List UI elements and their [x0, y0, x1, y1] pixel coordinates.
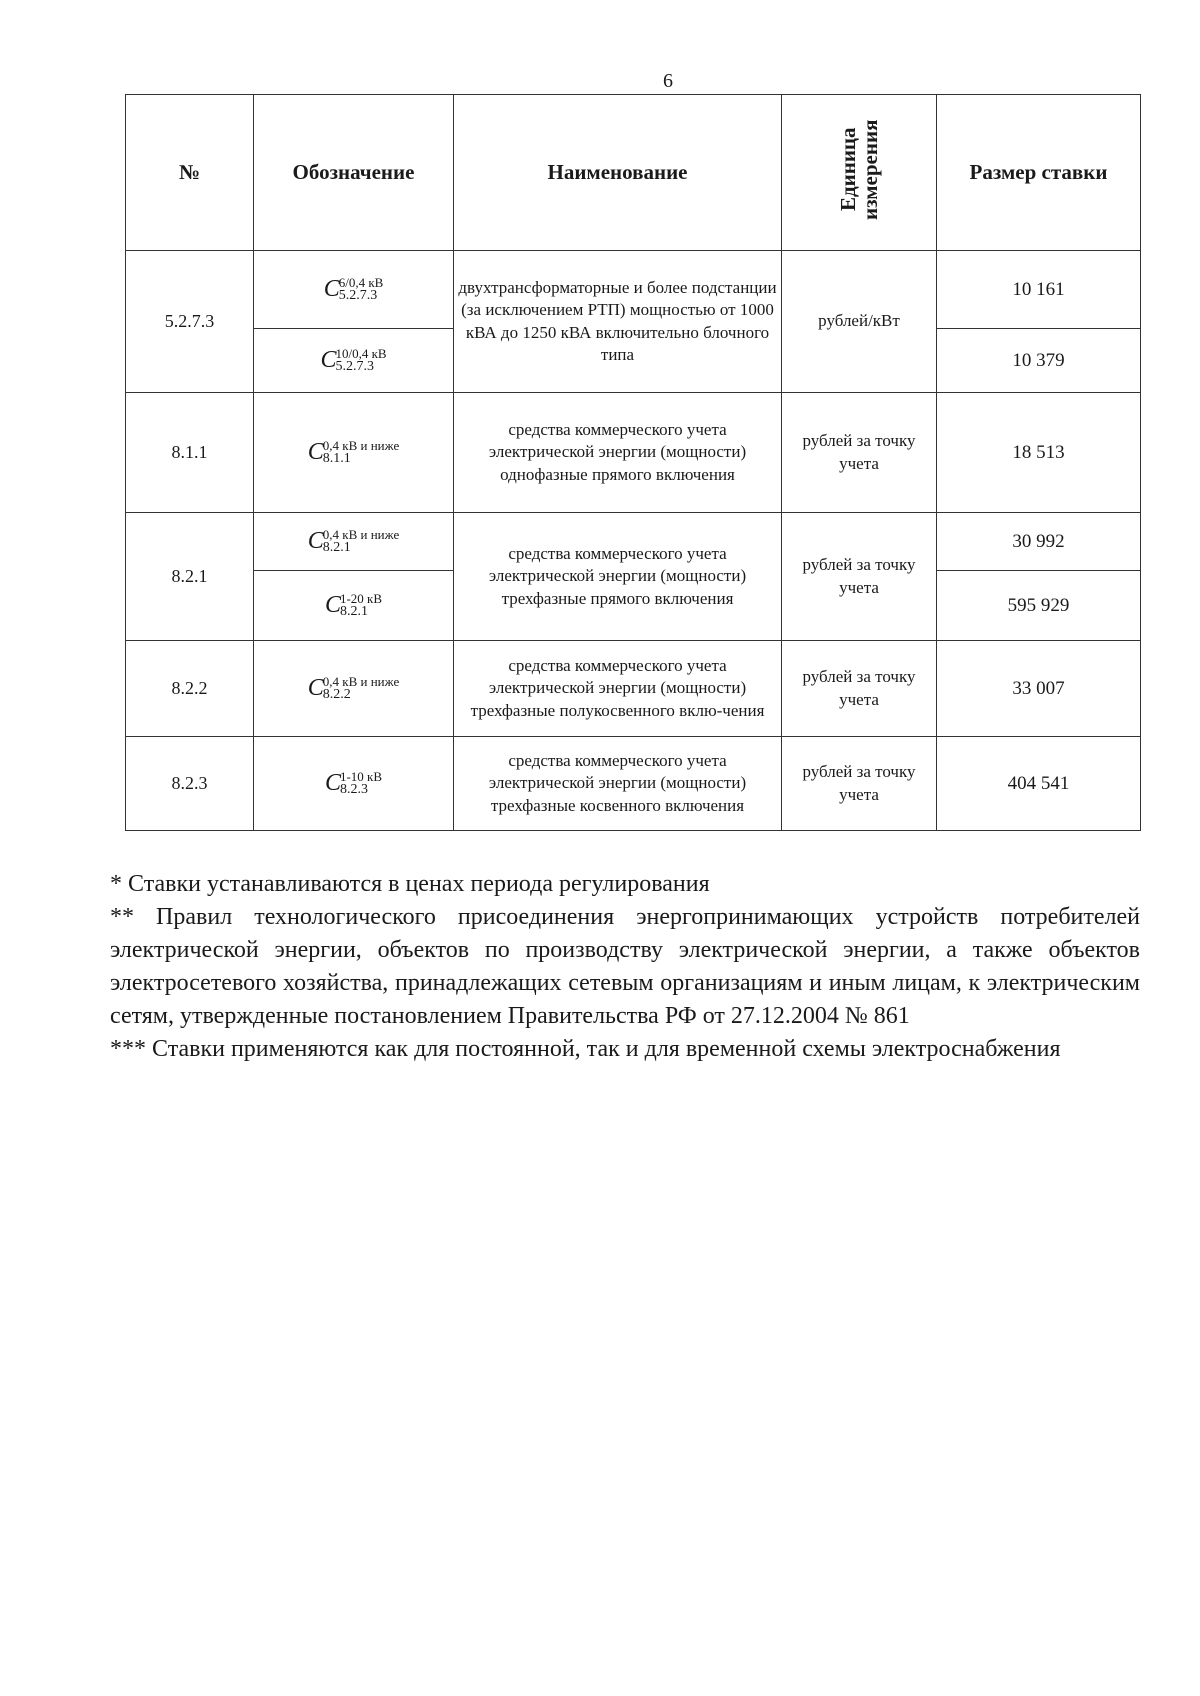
rate-cell: 30 992 [937, 513, 1141, 571]
symbol-subscript: 8.2.3 [339, 782, 368, 797]
rate-symbol [324, 276, 384, 303]
symbol-base: C [307, 439, 324, 465]
name-cell: средства коммерческого учета электрической энергии (мощности) однофазные прямого включения [454, 393, 782, 513]
rate-symbol [325, 770, 382, 797]
symbol-base: C [324, 770, 341, 796]
row-number: 8.1.1 [126, 393, 254, 513]
symbol-base: C [320, 347, 337, 373]
unit-cell: рублей/кВт [782, 251, 937, 393]
name-cell: средства коммерческого учета электрической энергии (мощности) трехфазные полукосвенного вклю-чения [454, 641, 782, 737]
rate-cell: 404 541 [937, 737, 1141, 831]
rate-cell: 595 929 [937, 571, 1141, 641]
symbol-superscript: 0,4 кВ и ниже [322, 527, 400, 542]
table-header-row [126, 95, 1141, 251]
symbol-subscript: 8.2.2 [322, 687, 351, 702]
symbol-subscript: 8.2.1 [322, 540, 351, 555]
rate-symbol [325, 592, 382, 619]
designation-cell [254, 393, 454, 513]
table-row [126, 737, 1141, 831]
symbol-base: C [307, 528, 324, 554]
name-cell: средства коммерческого учета электрической энергии (мощности) трехфазные прямого включения [454, 513, 782, 641]
symbol-superscript: 1-20 кВ [339, 591, 383, 606]
header-num: № [126, 95, 254, 251]
footnote: ** Правил технологического присоединения энергопринимающих устройств потребителей электрической энергии, объектов по производству электрической энергии, а также объектов электросетевого хозяйства, принадлежащих сетевым организациям и иным лицам, к электрическим сетям, утвержденные постановлением Правительства РФ от 27.12.2004 № 861 [110, 904, 1140, 1029]
designation-cell [254, 251, 454, 329]
footnote: * Ставки устанавливаются в ценах периода регулирования [110, 871, 710, 897]
footnotes [110, 868, 1140, 1066]
page-number: 6 [663, 70, 673, 92]
header-designation: Обозначение [254, 95, 454, 251]
rate-cell: 18 513 [937, 393, 1141, 513]
rate-cell: 33 007 [937, 641, 1141, 737]
row-number: 8.2.2 [126, 641, 254, 737]
symbol-superscript: 0,4 кВ и ниже [322, 674, 400, 689]
table-row [126, 513, 1141, 571]
rate-symbol [308, 439, 399, 466]
header-unit [782, 95, 937, 251]
symbol-superscript: 6/0,4 кВ [338, 275, 384, 290]
row-number: 5.2.7.3 [126, 251, 254, 393]
designation-cell [254, 641, 454, 737]
symbol-superscript: 1-10 кВ [339, 769, 383, 784]
header-unit-label: Единица измерения [835, 119, 882, 220]
unit-cell: рублей за точку учета [782, 641, 937, 737]
designation-cell [254, 737, 454, 831]
designation-cell [254, 329, 454, 393]
rate-cell: 10 161 [937, 251, 1141, 329]
symbol-base: C [323, 276, 340, 302]
symbol-subscript: 5.2.7.3 [338, 288, 378, 303]
header-rate: Размер ставки [937, 95, 1141, 251]
rate-symbol [320, 347, 386, 374]
rate-symbol [308, 675, 399, 702]
symbol-subscript: 8.2.1 [339, 604, 368, 619]
symbol-superscript: 10/0,4 кВ [335, 346, 387, 361]
designation-cell [254, 513, 454, 571]
table-row [126, 393, 1141, 513]
designation-cell [254, 571, 454, 641]
unit-cell: рублей за точку учета [782, 737, 937, 831]
rate-cell: 10 379 [937, 329, 1141, 393]
unit-cell: рублей за точку учета [782, 513, 937, 641]
row-number: 8.2.3 [126, 737, 254, 831]
table-body [126, 251, 1141, 831]
row-number: 8.2.1 [126, 513, 254, 641]
symbol-subscript: 5.2.7.3 [335, 359, 374, 374]
symbol-base: C [324, 592, 341, 618]
footnote: *** Ставки применяются как для постоянной, так и для временной схемы электроснабжения [110, 1036, 1061, 1062]
table-row [126, 251, 1141, 329]
symbol-subscript: 8.1.1 [322, 451, 351, 466]
table-row [126, 641, 1141, 737]
rate-symbol [308, 528, 399, 555]
name-cell: средства коммерческого учета электрической энергии (мощности) трехфазные косвенного включения [454, 737, 782, 831]
name-cell: двухтрансформаторные и более подстанции (за исключением РТП) мощностью от 1000 кВА до 1250 кВА включительно блочного типа [454, 251, 782, 393]
symbol-base: C [307, 675, 324, 701]
unit-cell: рублей за точку учета [782, 393, 937, 513]
symbol-superscript: 0,4 кВ и ниже [322, 438, 400, 453]
rates-table [125, 94, 1141, 831]
header-name: Наименование [454, 95, 782, 251]
